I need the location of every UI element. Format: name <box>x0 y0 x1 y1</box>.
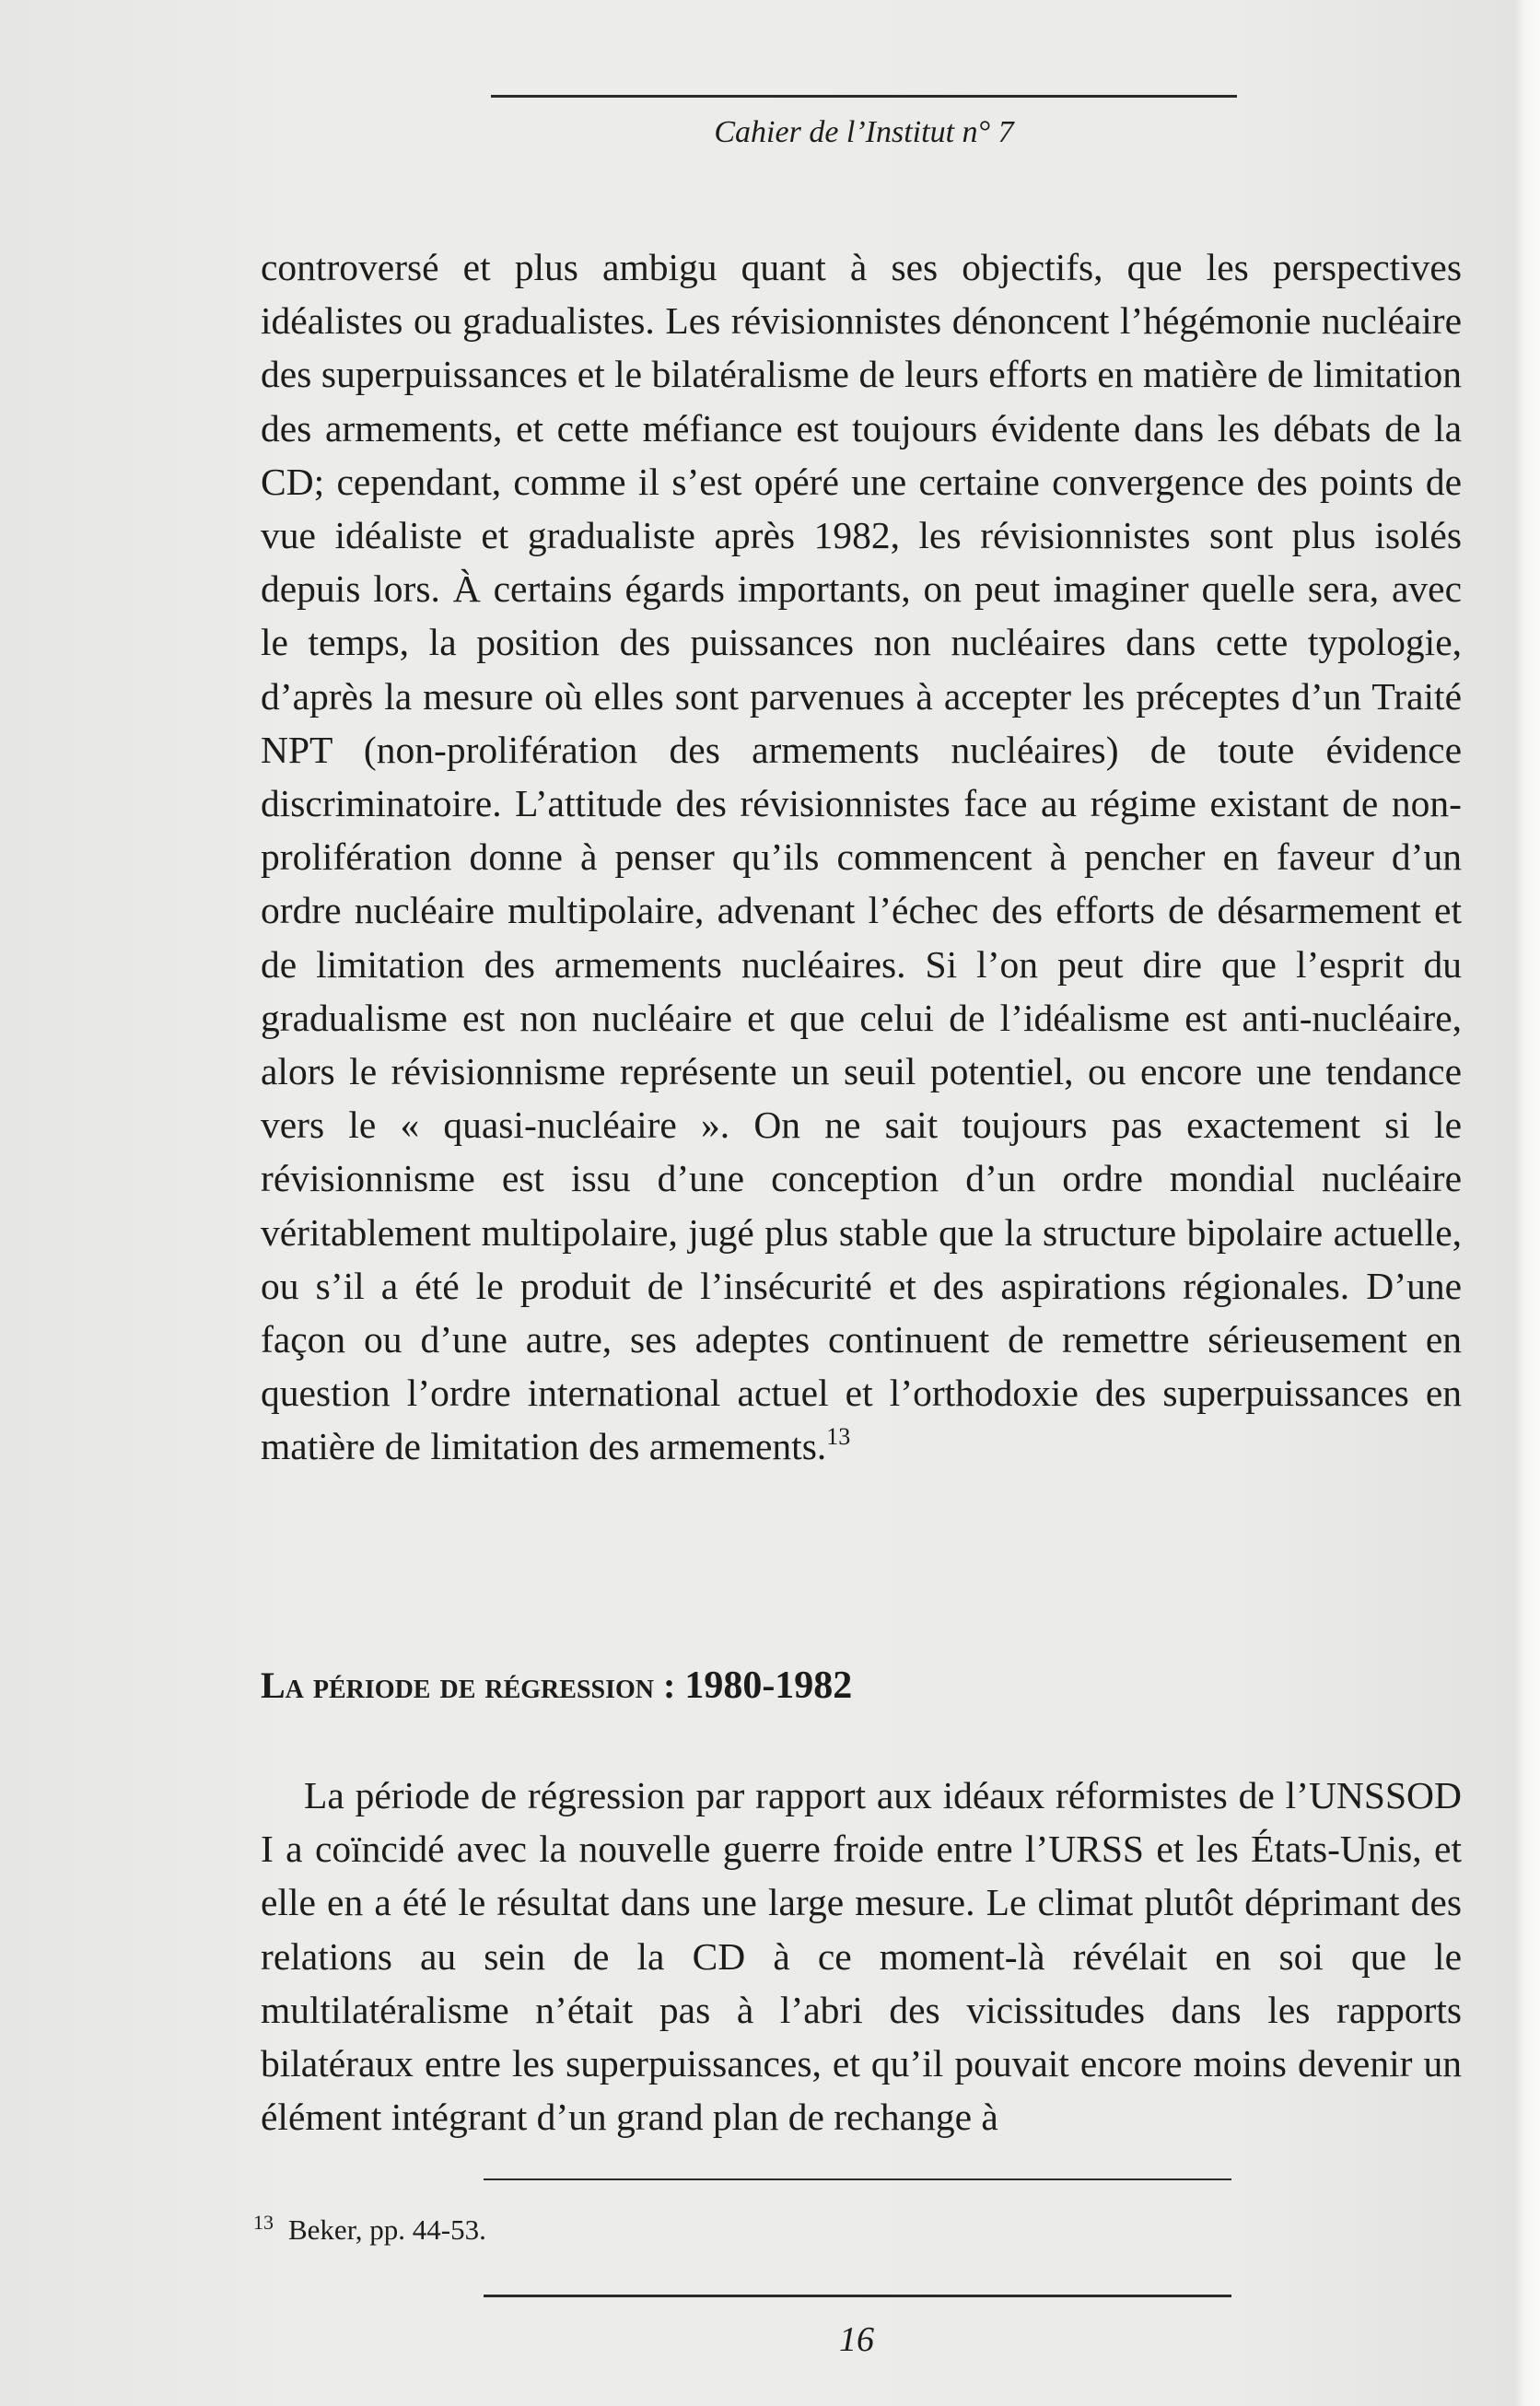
running-header: Cahier de l’Institut n° 7 <box>714 115 1014 149</box>
header-rule <box>491 95 1237 98</box>
paragraph-1-text: controversé et plus ambigu quant à ses objectifs, que les perspectives idéalistes ou gradualistes. Les révisionnistes dénoncent l’hégémonie nucléaire des superpuissances et le bilatéralisme de leurs efforts en matière de limitation des armements, et cette méfiance est toujours évidente dans les débats de la CD; cependant, comme il s’est opéré une certaine convergence des points de vue idéaliste et gradualiste après 1982, les révisionnistes sont plus isolés depuis lors. À certains égards importants, on peut imaginer quelle sera, avec le temps, la position des puissances non nucléaires dans cette typologie, d’après la mesure où elles sont parvenues à accepter les préceptes d’un Traité NPT (non-prolifération des armements nucléaires) de toute évidence discriminatoire. L’attitude des révisionnistes face au régime existant de non-prolifération donne à penser qu’ils commencent à pencher en faveur d’un ordre nucléaire multipolaire, advenant l’échec des efforts de désarmement et de limitation des armements nucléaires. Si l’on peut dire que l’esprit du gradualisme est non nucléaire et que celui de l’idéalisme est anti-nucléaire, alors le révisionnisme représente un seuil potentiel, ou encore une tendance vers le « quasi-nucléaire ». On ne sait toujours pas exactement si le révisionnisme est issu d’une conception d’un ordre mondial nucléaire véritablement multipolaire, jugé plus stable que la structure bipolaire actuelle, ou s’il a été le produit de l’insécurité et des aspirations régionales. D’une façon ou d’une autre, ses adeptes continuent de remettre sérieusement en question l’ordre international actuel et l’orthodoxie des superpuissances en matière de limitation des armements. <box>261 246 1462 1468</box>
footnote <box>253 2212 486 2248</box>
paragraph-2 <box>261 1769 1462 2143</box>
section-heading-title: La période de régression : <box>261 1664 685 1706</box>
page-edge-shadow <box>1514 0 1540 2406</box>
footnote-reference: 13 <box>826 1422 851 1450</box>
footnote-number: 13 <box>253 2210 274 2234</box>
section-heading-years: 1980-1982 <box>684 1664 853 1707</box>
page-number: 16 <box>839 2320 874 2359</box>
section-heading <box>261 1660 852 1711</box>
paragraph-1 <box>261 240 1462 1474</box>
paragraph-2-text: La période de régression par rapport aux idéaux réformistes de l’UNSSOD I a coïncidé avec la nouvelle guerre froide entre l’URSS et les États-Unis, et elle en a été le résultat dans une large mesure. Le climat plutôt déprimant des relations au sein de la CD à ce moment-là révélait en soi que le multilatéralisme n’était pas à l’abri des vicissitudes dans les rapports bilatéraux entre les superpuissances, et qu’il pouvait encore moins devenir un élément intégrant d’un grand plan de rechange à <box>261 1774 1462 2139</box>
footnote-text: Beker, pp. 44-53. <box>288 2213 486 2246</box>
footer-rule <box>484 2295 1231 2297</box>
footnote-rule <box>484 2178 1231 2180</box>
